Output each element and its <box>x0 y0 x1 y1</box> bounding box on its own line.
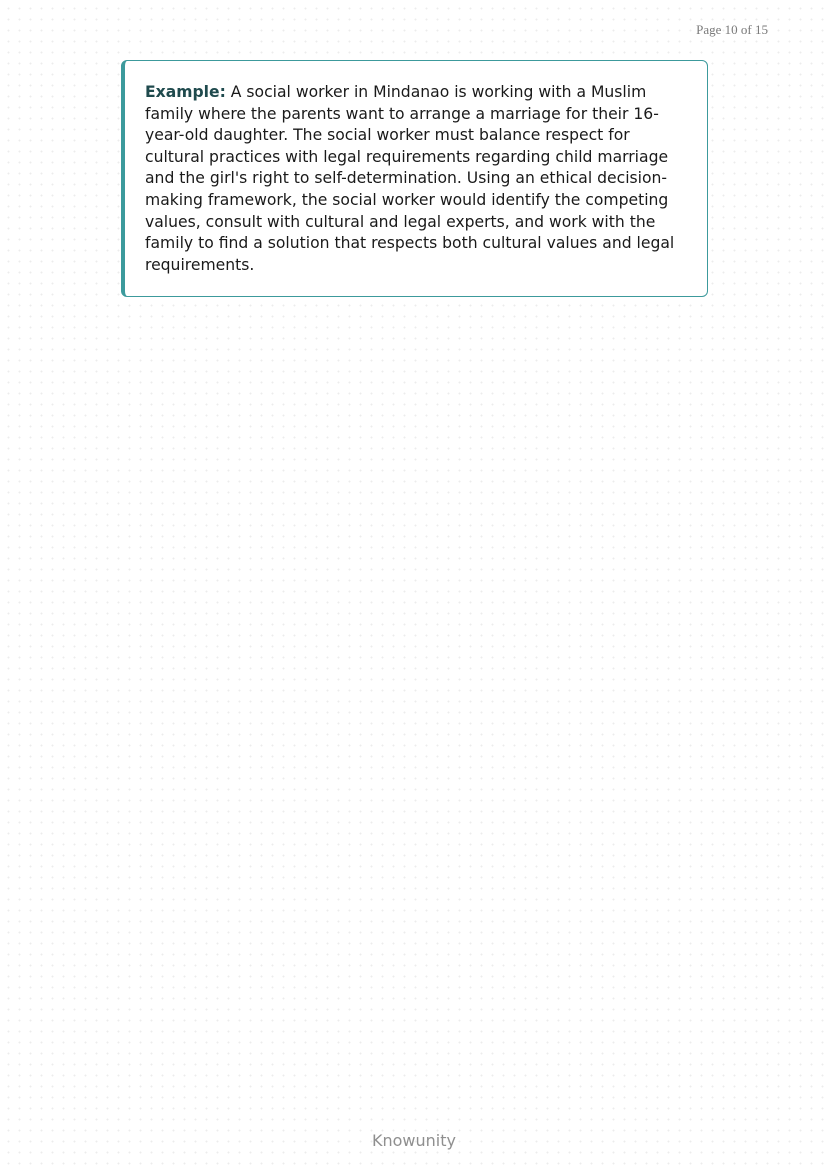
footer-brand-knowunity: Knowunity <box>372 1131 456 1150</box>
example-paragraph <box>145 82 689 276</box>
example-body-text: A social worker in Mindanao is working with a Muslim family where the parents want to arrange a marriage for their 16-year-old daughter. The social worker must balance respect for cultural practices with legal requirements regarding child marriage and the girl's right to self-determination. Using an ethical decision-making framework, the social worker would identify the competing values, consult with cultural and legal experts, and work with the family to find a solution that respects both cultural values and legal requirements. <box>145 83 675 274</box>
page-number: Page 10 of 15 <box>696 22 768 37</box>
example-callout-box <box>121 60 708 297</box>
example-label: Example: <box>145 83 226 101</box>
